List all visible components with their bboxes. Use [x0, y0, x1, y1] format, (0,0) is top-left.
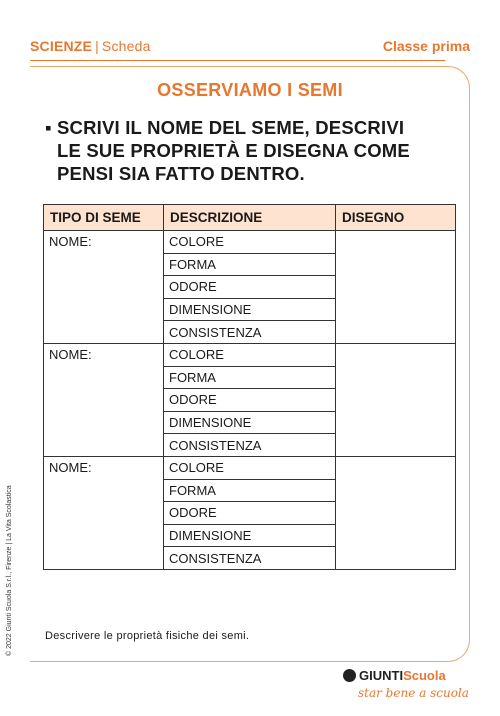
learning-objective: Descrivere le proprietà fisiche dei semi. — [45, 630, 250, 642]
property-cell[interactable]: COLORE — [164, 343, 336, 366]
class-label: Classe prima — [382, 38, 470, 54]
copyright-notice: © 2022 Giunti Scuola S.r.l., Firenze | La Vita Scolastica — [6, 485, 13, 656]
column-header-description: DESCRIZIONE — [164, 205, 336, 231]
instruction-line: PENSI SIA FATTO DENTRO. — [57, 163, 305, 184]
property-cell[interactable]: ODORE — [164, 502, 336, 525]
logo-tagline: star bene a scuola — [358, 686, 469, 700]
property-cell[interactable]: CONSISTENZA — [164, 321, 336, 344]
subject-name: SCIENZE — [30, 38, 93, 54]
instruction-line: LE SUE PROPRIETÀ E DISEGNA COME — [57, 140, 410, 161]
table-row — [44, 456, 456, 479]
property-cell[interactable]: DIMENSIONE — [164, 411, 336, 434]
property-cell[interactable]: DIMENSIONE — [164, 524, 336, 547]
property-cell[interactable]: FORMA — [164, 479, 336, 502]
instruction-line: SCRIVI IL NOME DEL SEME, DESCRIVI — [57, 117, 405, 138]
logo-brand-accent: Scuola — [403, 668, 446, 683]
logo-wordmark — [343, 668, 446, 683]
page-header — [30, 38, 470, 60]
bullet-icon: ▪ — [45, 117, 52, 138]
subject-label — [30, 38, 151, 54]
property-cell[interactable]: ODORE — [164, 276, 336, 299]
property-cell[interactable]: ODORE — [164, 389, 336, 412]
seed-table — [43, 204, 456, 570]
property-cell[interactable]: CONSISTENZA — [164, 434, 336, 457]
property-cell[interactable]: FORMA — [164, 253, 336, 276]
column-header-drawing: DISEGNO — [336, 205, 456, 231]
page-title: OSSERVIAMO I SEMI — [157, 80, 343, 100]
seed-name-cell[interactable]: NOME: — [44, 456, 164, 569]
drawing-cell[interactable] — [336, 231, 456, 344]
column-header-seed-type: TIPO DI SEME — [44, 205, 164, 231]
header-divider — [30, 60, 445, 61]
table-row — [44, 343, 456, 366]
drawing-cell[interactable] — [336, 343, 456, 456]
seed-name-cell[interactable]: NOME: — [44, 343, 164, 456]
property-cell[interactable]: CONSISTENZA — [164, 547, 336, 570]
header-separator: | — [95, 38, 99, 54]
table-header-row — [44, 205, 456, 231]
publisher-logo — [343, 668, 469, 708]
property-cell[interactable]: COLORE — [164, 231, 336, 254]
sheet-kind: Scheda — [101, 38, 151, 54]
table-row — [44, 231, 456, 254]
giunti-g-icon — [343, 669, 356, 682]
property-cell[interactable]: COLORE — [164, 456, 336, 479]
instruction — [45, 116, 465, 185]
logo-brand: GIUNTI — [359, 668, 404, 683]
drawing-cell[interactable] — [336, 456, 456, 569]
property-cell[interactable]: DIMENSIONE — [164, 298, 336, 321]
property-cell[interactable]: FORMA — [164, 366, 336, 389]
seed-name-cell[interactable]: NOME: — [44, 231, 164, 344]
